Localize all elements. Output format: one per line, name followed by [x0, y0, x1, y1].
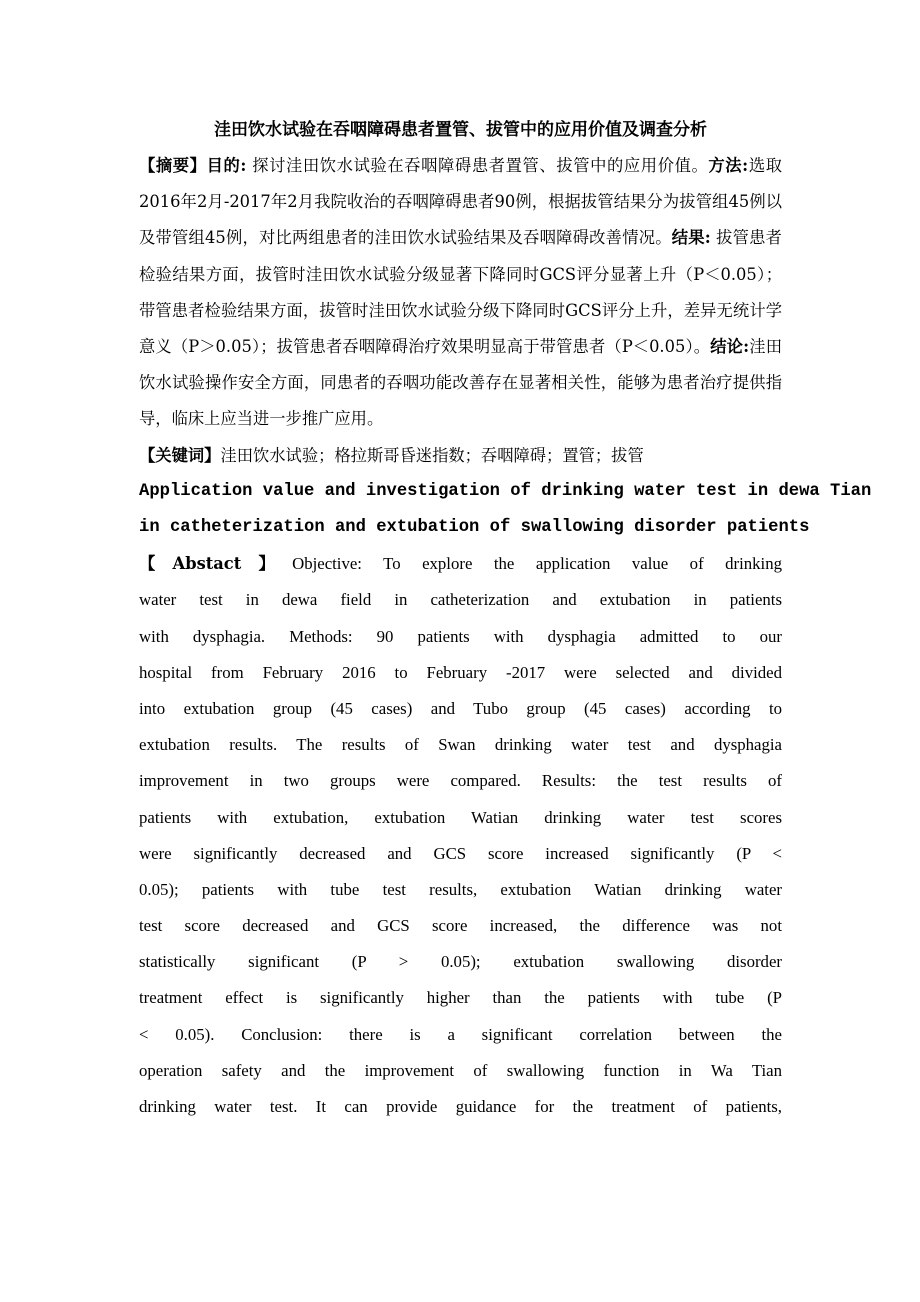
abstract-en-line: drinking water test. It can provide guidance for the treatment of patients,	[139, 1097, 782, 1117]
abstract-en-line: test score decreased and GCS score increased, the difference was not	[139, 916, 782, 936]
abstract-en-label: 【Abstact】	[139, 554, 293, 574]
abstract-en-line: < 0.05). Conclusion: there is a significant correlation between the	[139, 1024, 782, 1044]
paper-title-en	[139, 474, 872, 546]
abstract-en-line: hospital from February 2016 to February -2017 were selected and divided	[139, 662, 782, 682]
objective-label: 目的:	[206, 156, 247, 175]
abstract-en-line: improvement in two groups were compared. Results: the test results of	[139, 771, 782, 791]
paper-title-en-line-1: Application value and investigation of drinking water test in dewa Tian	[139, 481, 872, 501]
conclusion-text: 洼田饮水试验操作安全方面，同患者的吞咽功能改善存在显著相关性，能够为患者治疗提供指导，临床上应当进一步推广应用。	[139, 337, 782, 429]
abstract-zh	[139, 148, 782, 438]
methods-label: 方法:	[708, 156, 749, 175]
keywords-zh	[139, 438, 782, 474]
objective-text: 探讨洼田饮水试验在吞咽障碍患者置管、拔管中的应用价值。	[252, 156, 709, 175]
abstract-en-line: extubation results. The results of Swan drinking water test and dysphagia	[139, 735, 782, 755]
abstract-en-line	[139, 546, 782, 582]
keywords-zh-text: 洼田饮水试验；格拉斯哥昏迷指数；吞咽障碍；置管；拔管	[220, 445, 644, 465]
paper-title-en-line-2: in catheterization and extubation of swallowing disorder patients	[139, 518, 810, 538]
abstract-en-line: 0.05); patients with tube test results, extubation Watian drinking water	[139, 879, 782, 899]
results-label: 结果:	[671, 228, 711, 248]
paper-title-zh: 洼田饮水试验在吞咽障碍患者置管、拔管中的应用价值及调查分析	[214, 120, 707, 140]
paper-page	[139, 112, 872, 1125]
abstract-en-line: with dysphagia. Methods: 90 patients with dysphagia admitted to our	[139, 626, 782, 646]
abstract-en-line: operation safety and the improvement of swallowing function in Wa Tian	[139, 1060, 782, 1080]
keywords-zh-label: 【关键词】	[139, 445, 221, 465]
conclusion-label: 结论:	[710, 337, 750, 357]
abstract-en	[139, 546, 782, 1125]
results-text: 拔管患者检验结果方面，拔管时洼田饮水试验分级显著下降同时GCS评分显著上升（P＜0.05）；带管患者检验结果方面，拔管时洼田饮水试验分级下降同时GCS评分上升，差异无统计学意义（P＞0.05）；拔管患者吞咽障碍治疗效果明显高于带管患者（P＜0.05）。	[139, 228, 782, 357]
abstract-en-line: patients with extubation, extubation Watian drinking water test scores	[139, 807, 782, 827]
abstract-en-line: statistically significant (P > 0.05); extubation swallowing disorder	[139, 952, 782, 972]
methods-text: 选取2016年2月-2017年2月我院收治的吞咽障碍患者90例，根据拔管结果分为拔管组45例以及带管组45例，对比两组患者的洼田饮水试验结果及吞咽障碍改善情况。	[139, 156, 782, 248]
abstract-en-line-text: Objective: To explore the application value of drinking	[292, 554, 782, 574]
abstract-en-line: were significantly decreased and GCS score increased significantly (P <	[139, 843, 782, 863]
abstract-en-line: into extubation group (45 cases) and Tubo group (45 cases) according to	[139, 698, 782, 718]
abstract-zh-label: 【摘要】	[139, 156, 207, 175]
abstract-en-line: water test in dewa field in catheterization and extubation in patients	[139, 590, 782, 610]
abstract-en-line: treatment effect is significantly higher than the patients with tube (P	[139, 988, 782, 1008]
